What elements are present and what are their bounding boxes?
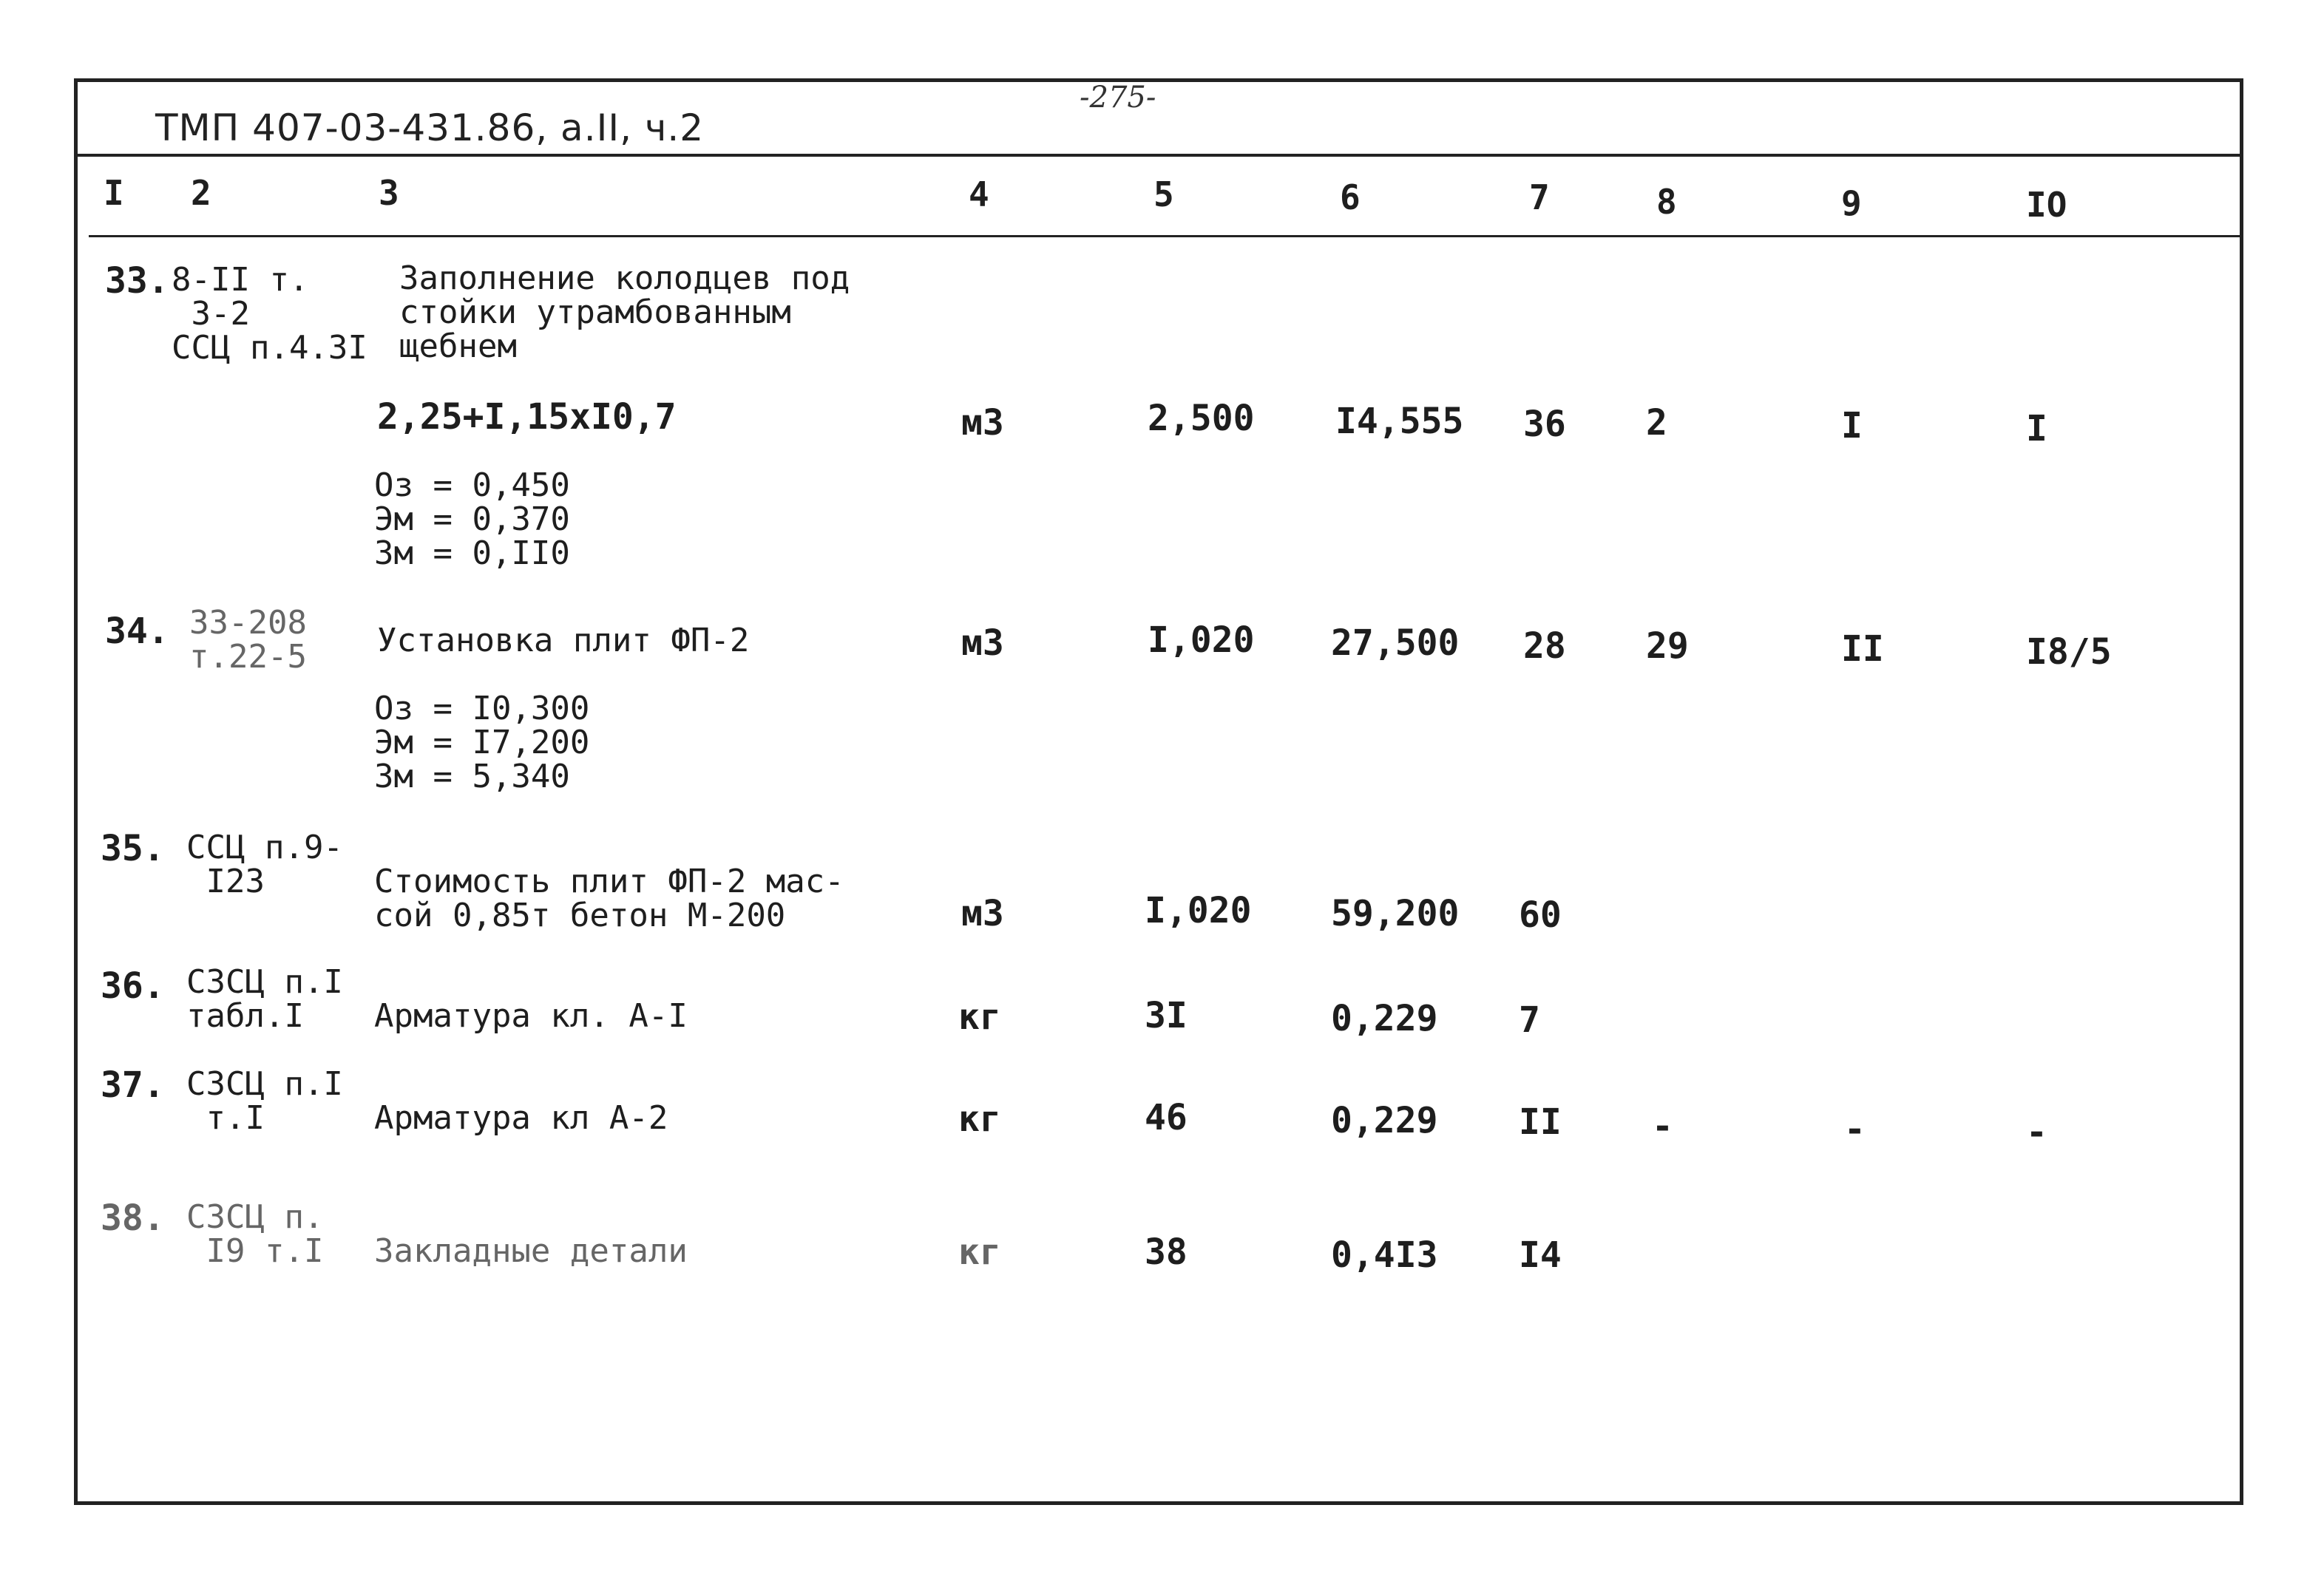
column-header-9: 9 xyxy=(1841,183,1862,223)
column-header-8: 8 xyxy=(1656,182,1677,222)
row-col7: 28 xyxy=(1523,625,1566,667)
row-col10: I8/5 xyxy=(2026,631,2112,673)
row-price: 0,229 xyxy=(1331,1100,1438,1141)
row-price: 59,200 xyxy=(1331,893,1460,934)
row-unit: кг xyxy=(958,1098,1001,1140)
row-col7: II xyxy=(1519,1101,1562,1143)
row-name: Стоимость плит ФП-2 мас- сой 0,85т бетон М-200 xyxy=(374,863,844,934)
column-header-2: 2 xyxy=(191,173,211,213)
column-header-6: 6 xyxy=(1340,177,1361,217)
column-header-1: I xyxy=(104,173,124,213)
row-price: 0,229 xyxy=(1331,998,1438,1039)
row-col8: 29 xyxy=(1646,625,1689,667)
header-top-rule xyxy=(74,154,2243,157)
row-number: 37. xyxy=(101,1064,165,1106)
row-details: Оз = 0,450 Эм = 0,370 Зм = 0,II0 xyxy=(374,466,570,572)
row-number: 38. xyxy=(101,1197,165,1239)
row-code: СЗСЦ п.I табл.I xyxy=(186,963,343,1035)
row-name: Арматура кл А-2 xyxy=(374,1099,668,1137)
row-col7: 36 xyxy=(1523,404,1566,445)
row-col9: II xyxy=(1841,628,1884,670)
row-col7: 60 xyxy=(1519,894,1562,936)
page-number: -275- xyxy=(1080,81,1156,115)
row-col9: I xyxy=(1841,405,1863,446)
row-code: 8-II т. 3-2 ССЦ п.4.3I xyxy=(172,261,367,367)
column-header-4: 4 xyxy=(969,174,989,214)
row-col9: - xyxy=(1844,1109,1866,1150)
row-number: 34. xyxy=(105,611,169,652)
row-name: Закладные детали xyxy=(374,1232,688,1270)
row-qty: I,020 xyxy=(1145,890,1252,931)
row-price: I4,555 xyxy=(1335,401,1464,442)
row-col7: I4 xyxy=(1519,1234,1562,1276)
row-qty: 38 xyxy=(1145,1231,1188,1273)
row-name: Заполнение колодцев под стойки утрамбованным щебнем xyxy=(399,259,850,365)
row-number: 35. xyxy=(101,828,165,869)
row-col10: I xyxy=(2026,408,2047,449)
row-price: 0,4I3 xyxy=(1331,1234,1438,1276)
row-formula: 2,25+I,15xI0,7 xyxy=(377,396,677,438)
row-unit: кг xyxy=(958,1231,1001,1273)
row-number: 36. xyxy=(101,965,165,1007)
row-details: Оз = I0,300 Эм = I7,200 Зм = 5,340 xyxy=(374,690,590,795)
row-name: Арматура кл. А-I xyxy=(374,997,688,1035)
row-unit: кг xyxy=(958,996,1001,1038)
row-qty: 3I xyxy=(1145,995,1188,1036)
row-number: 33. xyxy=(105,260,169,302)
column-header-7: 7 xyxy=(1529,177,1550,217)
row-price: 27,500 xyxy=(1331,622,1460,664)
row-unit: м3 xyxy=(961,622,1004,664)
row-unit: м3 xyxy=(961,402,1004,444)
column-header-5: 5 xyxy=(1153,174,1174,214)
column-header-3: 3 xyxy=(379,173,399,213)
row-col10: - xyxy=(2026,1112,2047,1153)
row-code: СЗСЦ п.I т.I xyxy=(186,1065,343,1137)
row-name: Установка плит ФП-2 xyxy=(377,622,750,659)
document-stamp: ТМП 407-03-431.86, а.II, ч.2 xyxy=(155,106,705,149)
header-bottom-rule xyxy=(89,235,2243,237)
row-unit: м3 xyxy=(961,893,1004,934)
row-qty: 2,500 xyxy=(1148,398,1255,439)
column-header-10: IO xyxy=(2026,185,2067,225)
row-code: ССЦ п.9- I23 xyxy=(186,829,343,900)
row-col7: 7 xyxy=(1519,999,1540,1041)
row-code: СЗСЦ п. I9 т.I xyxy=(186,1198,324,1270)
row-qty: 46 xyxy=(1145,1097,1188,1138)
row-code: 33-208 т.22-5 xyxy=(189,604,307,676)
row-col8: 2 xyxy=(1646,402,1667,444)
row-col8: - xyxy=(1652,1106,1673,1147)
row-qty: I,020 xyxy=(1148,619,1255,661)
